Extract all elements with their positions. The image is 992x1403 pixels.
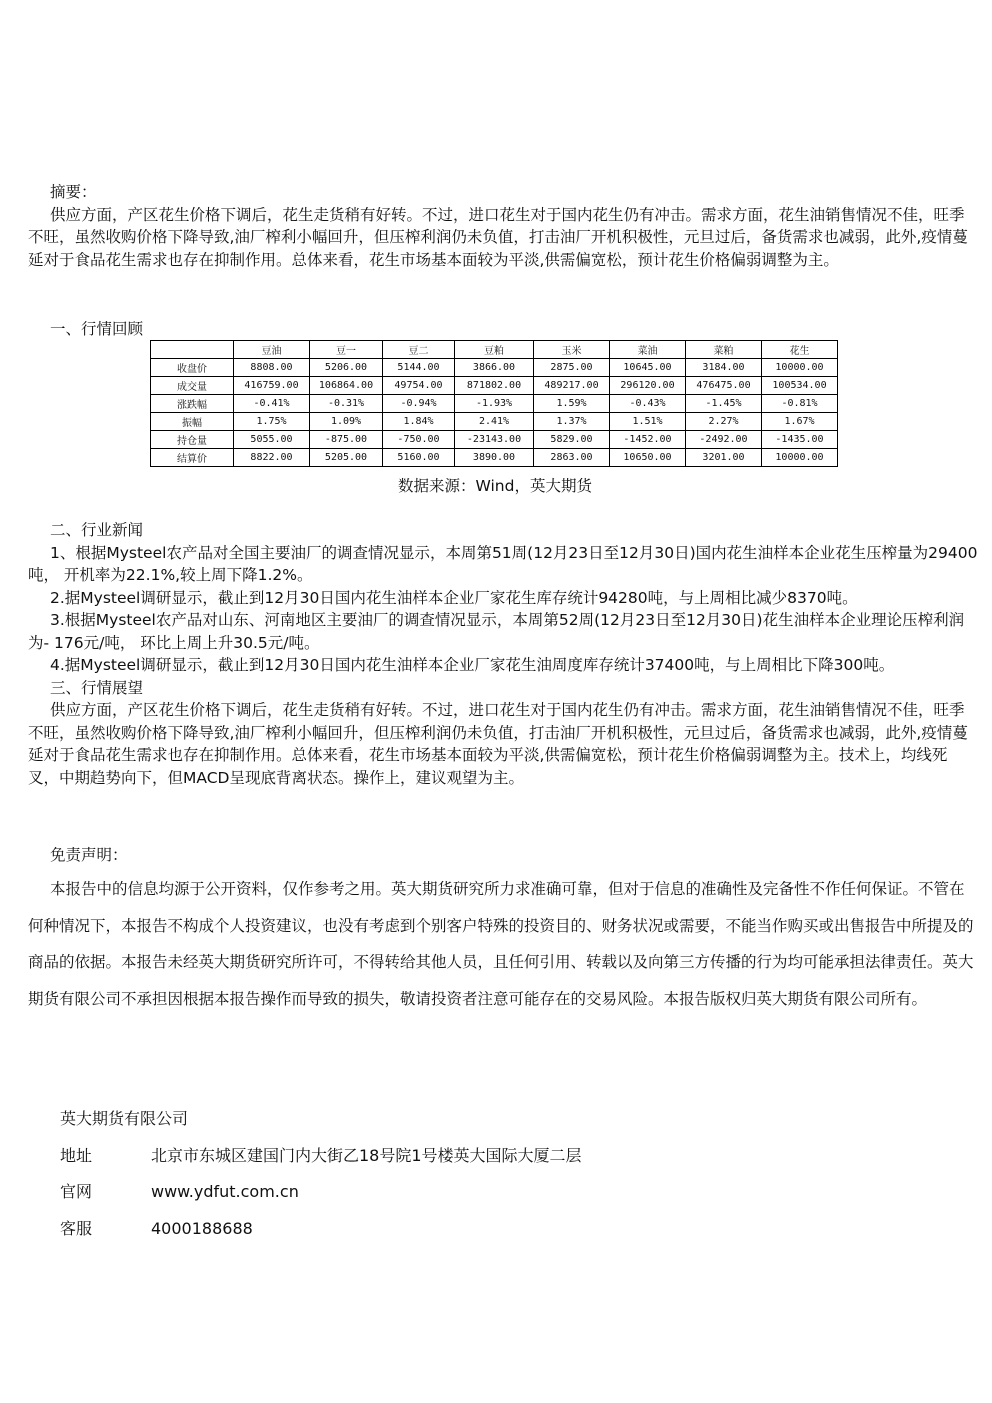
table-cell: 8822.00 bbox=[234, 449, 310, 467]
table-cell: 1.37% bbox=[534, 413, 610, 431]
table-header-cell: 花生 bbox=[762, 341, 838, 359]
table-cell: 10650.00 bbox=[610, 449, 686, 467]
table-cell: 5144.00 bbox=[383, 359, 455, 377]
table-row-label: 结算价 bbox=[151, 449, 234, 467]
outlook-heading: 三、行情展望 bbox=[50, 678, 144, 697]
table-cell: 5160.00 bbox=[383, 449, 455, 467]
table-cell: 2863.00 bbox=[534, 449, 610, 467]
table-cell: 8808.00 bbox=[234, 359, 310, 377]
market-table bbox=[150, 340, 838, 467]
table-row-label: 涨跌幅 bbox=[151, 395, 234, 413]
table-header-cell: 豆二 bbox=[383, 341, 455, 359]
table-header-cell: 菜粕 bbox=[686, 341, 762, 359]
news-item: 2.据Mysteel调研显示，截止到12月30日国内花生油样本企业厂家花生库存统计94280吨，与上周相比减少8370吨。 bbox=[50, 588, 858, 607]
table-cell: 10000.00 bbox=[762, 359, 838, 377]
table-cell: -1.45% bbox=[686, 395, 762, 413]
summary-text: 供应方面，产区花生价格下调后，花生走货稍有好转。不过，进口花生对于国内花生仍有冲击。需求方面，花生油销售情况不佳，旺季不旺，虽然收购价格下降导致,油厂榨利小幅回升，但压榨利润仍未负值，打击油厂开机积极性，元旦过后，备货需求也减弱，此外,疫情蔓延对于食品花生需求也存在抑制作用。总体来看，花生市场基本面较为平淡,供需偏宽松，预计花生价格偏弱调整为主。 bbox=[28, 205, 968, 269]
website-link[interactable]: www.ydfut.com.cn bbox=[151, 1182, 299, 1201]
table-cell: 871802.00 bbox=[455, 377, 534, 395]
table-header-cell: 豆粕 bbox=[455, 341, 534, 359]
service-phone: 4000188688 bbox=[151, 1218, 253, 1238]
market-review-heading: 一、行情回顾 bbox=[50, 320, 144, 338]
table-cell: 106864.00 bbox=[310, 377, 383, 395]
table-row bbox=[151, 413, 838, 431]
table-cell: 5205.00 bbox=[310, 449, 383, 467]
table-cell: 1.84% bbox=[383, 413, 455, 431]
table-cell: 1.09% bbox=[310, 413, 383, 431]
table-row bbox=[151, 395, 838, 413]
table-cell: -0.41% bbox=[234, 395, 310, 413]
table-cell: 5829.00 bbox=[534, 431, 610, 449]
table-header-cell bbox=[151, 341, 234, 359]
table-cell: 49754.00 bbox=[383, 377, 455, 395]
table-row bbox=[151, 431, 838, 449]
table-row bbox=[151, 449, 838, 467]
table-row bbox=[151, 359, 838, 377]
table-row-label: 振幅 bbox=[151, 413, 234, 431]
table-row-label: 收盘价 bbox=[151, 359, 234, 377]
table-cell: 1.51% bbox=[610, 413, 686, 431]
news-item: 3.根据Mysteel农产品对山东、河南地区主要油厂的调查情况显示，本周第52周(12月23日至12月30日)花生油样本企业理论压榨利润为- 176元/吨， 环比上周上升30.5元/吨。 bbox=[28, 611, 965, 652]
disclaimer-text: 本报告中的信息均源于公开资料，仅作参考之用。英大期货研究所力求准确可靠，但对于信息的准确性及完备性不作任何保证。不管在何种情况下，本报告不构成个人投资建议，也没有考虑到个别客户特殊的投资目的、财务状况或需要，不能当作购买或出售报告中所提及的商品的依据。本报告未经英大期货研究所许可，不得转给其他人员，且任何引用、转载以及向第三方传播的行为均可能承担法律责任。英大期货有限公司不承担因根据本报告操作而导致的损失，敬请投资者注意可能存在的交易风险。本报告版权归英大期货有限公司所有。 bbox=[28, 880, 974, 1008]
industry-news-section bbox=[28, 519, 978, 789]
address-row bbox=[60, 1138, 582, 1175]
table-cell: -1435.00 bbox=[762, 431, 838, 449]
address-value: 北京市东城区建国门内大街乙18号院1号楼英大国际大厦二层 bbox=[151, 1145, 582, 1165]
news-item: 1、根据Mysteel农产品对全国主要油厂的调查情况显示，本周第51周(12月23日至12月30日)国内花生油样本企业花生压榨量为29400吨， 开机率为22.1%,较上周下降1.2%。 bbox=[28, 543, 978, 584]
table-cell: -0.81% bbox=[762, 395, 838, 413]
table-cell: 3890.00 bbox=[455, 449, 534, 467]
table-cell: 296120.00 bbox=[610, 377, 686, 395]
table-cell: 5055.00 bbox=[234, 431, 310, 449]
table-cell: 1.67% bbox=[762, 413, 838, 431]
table-cell: 476475.00 bbox=[686, 377, 762, 395]
table-cell: -875.00 bbox=[310, 431, 383, 449]
table-cell: -1.93% bbox=[455, 395, 534, 413]
market-review-heading-wrap bbox=[28, 318, 978, 341]
table-cell: -2492.00 bbox=[686, 431, 762, 449]
table-cell: 100534.00 bbox=[762, 377, 838, 395]
table-cell: -0.94% bbox=[383, 395, 455, 413]
summary-heading: 摘要： bbox=[50, 183, 97, 201]
website-row bbox=[60, 1174, 582, 1211]
table-cell: 2.27% bbox=[686, 413, 762, 431]
table-header-cell: 豆一 bbox=[310, 341, 383, 359]
contact-block bbox=[60, 1101, 582, 1247]
table-row-label: 成交量 bbox=[151, 377, 234, 395]
table-header-cell: 菜油 bbox=[610, 341, 686, 359]
summary-section bbox=[28, 181, 978, 271]
table-cell: -0.43% bbox=[610, 395, 686, 413]
table-header-cell: 豆油 bbox=[234, 341, 310, 359]
address-label: 地址 bbox=[60, 1145, 93, 1165]
table-cell: -0.31% bbox=[310, 395, 383, 413]
table-cell: 2875.00 bbox=[534, 359, 610, 377]
table-row-label: 持仓量 bbox=[151, 431, 234, 449]
disclaimer-heading: 免责声明： bbox=[50, 846, 128, 864]
table-row bbox=[151, 377, 838, 395]
table-cell: 489217.00 bbox=[534, 377, 610, 395]
service-label: 客服 bbox=[60, 1218, 93, 1238]
table-cell: -1452.00 bbox=[610, 431, 686, 449]
news-item: 4.据Mysteel调研显示，截止到12月30日国内花生油样本企业厂家花生油周度库存统计37400吨，与上周相比下降300吨。 bbox=[50, 656, 895, 674]
disclaimer-heading-wrap bbox=[28, 844, 978, 867]
table-cell: 3184.00 bbox=[686, 359, 762, 377]
table-cell: 5206.00 bbox=[310, 359, 383, 377]
table-cell: 3201.00 bbox=[686, 449, 762, 467]
outlook-text: 供应方面，产区花生价格下调后，花生走货稍有好转。不过，进口花生对于国内花生仍有冲击。需求方面，花生油销售情况不佳，旺季不旺，虽然收购价格下降导致,油厂榨利小幅回升，但压榨利润仍未负值，打击油厂开机积极性，元旦过后，备货需求也减弱，此外,疫情蔓延对于食品花生需求也存在抑制作用。总体来看，花生市场基本面较为平淡,供需偏宽松，预计花生价格偏弱调整为主。技术上，均线死叉，中期趋势向下，但MACD呈现底背离状态。操作上，建议观望为主。 bbox=[28, 701, 968, 787]
table-cell: -750.00 bbox=[383, 431, 455, 449]
table-cell: -23143.00 bbox=[455, 431, 534, 449]
table-cell: 1.59% bbox=[534, 395, 610, 413]
website-label: 官网 bbox=[60, 1182, 93, 1201]
industry-news-heading: 二、行业新闻 bbox=[50, 521, 144, 539]
table-cell: 10000.00 bbox=[762, 449, 838, 467]
service-row bbox=[60, 1211, 582, 1248]
table-header-row bbox=[151, 341, 838, 359]
table-cell: 2.41% bbox=[455, 413, 534, 431]
table-cell: 416759.00 bbox=[234, 377, 310, 395]
data-source: 数据来源：Wind，英大期货 bbox=[398, 477, 592, 495]
table-cell: 10645.00 bbox=[610, 359, 686, 377]
table-cell: 1.75% bbox=[234, 413, 310, 431]
table-cell: 3866.00 bbox=[455, 359, 534, 377]
table-header-cell: 玉米 bbox=[534, 341, 610, 359]
company-name: 英大期货有限公司 bbox=[60, 1109, 189, 1128]
